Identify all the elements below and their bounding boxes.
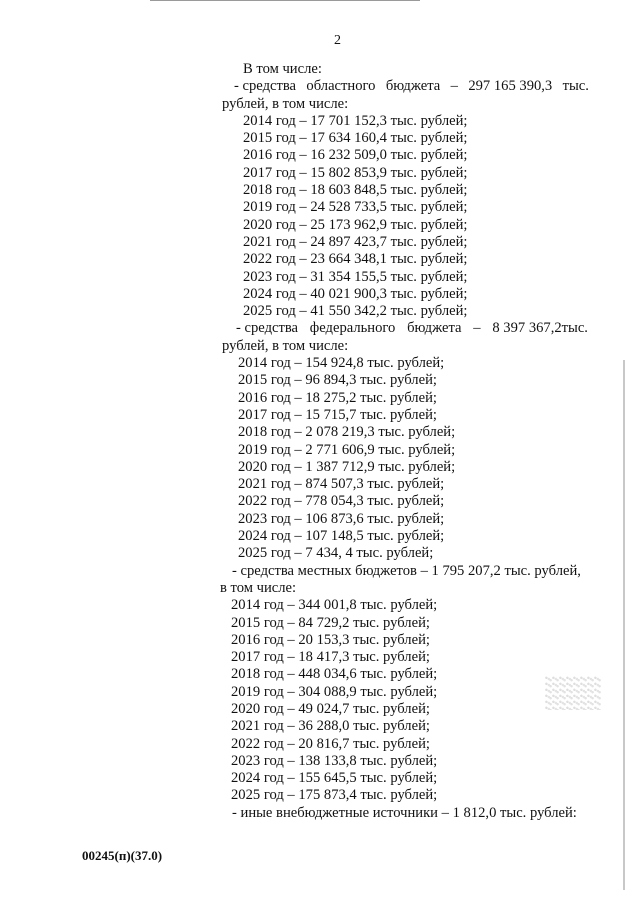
regional-word-2: областного [306, 78, 376, 95]
list-item: 2015 год – 84 729,2 тыс. рублей; [231, 614, 430, 631]
list-item: 2017 год – 18 417,3 тыс. рублей; [231, 649, 430, 666]
federal-word-3: бюджета [407, 320, 462, 337]
list-item: 2022 год – 20 816,7 тыс. рублей; [231, 735, 430, 752]
list-item: 2022 год – 778 054,3 тыс. рублей; [238, 493, 445, 510]
federal-budget-heading [0, 320, 588, 337]
list-item: 2022 год – 23 664 348,1 тыс. рублей; [243, 251, 468, 268]
list-item: 2020 год – 25 173 962,9 тыс. рублей; [243, 216, 468, 233]
list-item: 2019 год – 24 528 733,5 тыс. рублей; [243, 199, 468, 216]
list-item: 2023 год – 106 873,6 тыс. рублей; [238, 510, 445, 527]
list-item: 2018 год – 448 034,6 тыс. рублей; [231, 666, 438, 683]
local-years-list [0, 597, 633, 805]
federal-word-4: – [473, 320, 481, 337]
regional-budget-continuation: рублей, в том числе: [222, 95, 349, 112]
list-item: 2020 год – 49 024,7 тыс. рублей; [231, 700, 430, 717]
list-item: 2019 год – 304 088,9 тыс. рублей; [231, 683, 438, 700]
federal-years-list [0, 355, 633, 563]
federal-word-5: 8 397 367,2тыс. [492, 320, 588, 337]
top-rule [150, 0, 420, 1]
list-item: 2025 год – 41 550 342,2 тыс. рублей; [243, 303, 468, 320]
list-item: 2014 год – 154 924,8 тыс. рублей; [238, 355, 445, 372]
list-item: 2024 год – 155 645,5 тыс. рублей; [231, 770, 438, 787]
list-item: 2016 год – 16 232 509,0 тыс. рублей; [243, 147, 468, 164]
list-item: 2017 год – 15 715,7 тыс. рублей; [238, 406, 437, 423]
list-item: 2024 год – 107 148,5 тыс. рублей; [238, 528, 445, 545]
list-item: 2016 год – 20 153,3 тыс. рублей; [231, 631, 430, 648]
list-item: 2021 год – 874 507,3 тыс. рублей; [238, 476, 445, 493]
regional-word-3: бюджета [385, 78, 441, 95]
list-item: 2019 год – 2 771 606,9 тыс. рублей; [238, 441, 456, 458]
list-item: 2014 год – 344 001,8 тыс. рублей; [231, 597, 438, 614]
list-item: 2018 год – 2 078 219,3 тыс. рублей; [238, 424, 456, 441]
list-item: 2020 год – 1 387 712,9 тыс. рублей; [238, 458, 456, 475]
intro-line: В том числе: [243, 61, 322, 77]
document-body [0, 61, 633, 822]
list-item: 2025 год – 7 434, 4 тыс. рублей; [238, 545, 434, 562]
list-item: 2024 год – 40 021 900,3 тыс. рублей; [243, 285, 468, 302]
list-item: 2015 год – 96 894,3 тыс. рублей; [238, 372, 437, 389]
regional-word-1: - средства [234, 78, 297, 95]
document-code: 00245(п)(37.0) [82, 848, 163, 863]
list-item: 2021 год – 36 288,0 тыс. рублей; [231, 718, 430, 735]
regional-word-6: тыс. [562, 78, 589, 95]
list-item: 2023 год – 31 354 155,5 тыс. рублей; [243, 268, 468, 285]
list-item: 2018 год – 18 603 848,5 тыс. рублей; [243, 182, 468, 199]
regional-word-5: 297 165 390,3 [468, 78, 553, 95]
list-item: 2021 год – 24 897 423,7 тыс. рублей; [243, 233, 468, 250]
regional-budget-heading [0, 78, 589, 95]
regional-word-4: – [450, 78, 458, 95]
list-item: 2025 год – 175 873,4 тыс. рублей; [231, 787, 438, 804]
federal-word-1: - средства [236, 320, 299, 337]
federal-budget-continuation: рублей, в том числе: [222, 337, 349, 354]
list-item: 2017 год – 15 802 853,9 тыс. рублей; [243, 164, 468, 181]
list-item: 2015 год – 17 634 160,4 тыс. рублей; [243, 130, 468, 147]
list-item: 2014 год – 17 701 152,3 тыс. рублей; [243, 112, 468, 129]
regional-years-list [0, 113, 633, 321]
other-sources-line: - иные внебюджетные источники – 1 812,0 тыс. рублей: [232, 804, 577, 821]
list-item: 2023 год – 138 133,8 тыс. рублей; [231, 752, 438, 769]
local-budget-heading: - средства местных бюджетов – 1 795 207,2 тыс. рублей, [232, 562, 581, 579]
list-item: 2016 год – 18 275,2 тыс. рублей; [238, 389, 437, 406]
page-number: 2 [334, 33, 341, 48]
local-budget-continuation: в том числе: [220, 579, 297, 596]
federal-word-2: федерального [309, 320, 396, 337]
